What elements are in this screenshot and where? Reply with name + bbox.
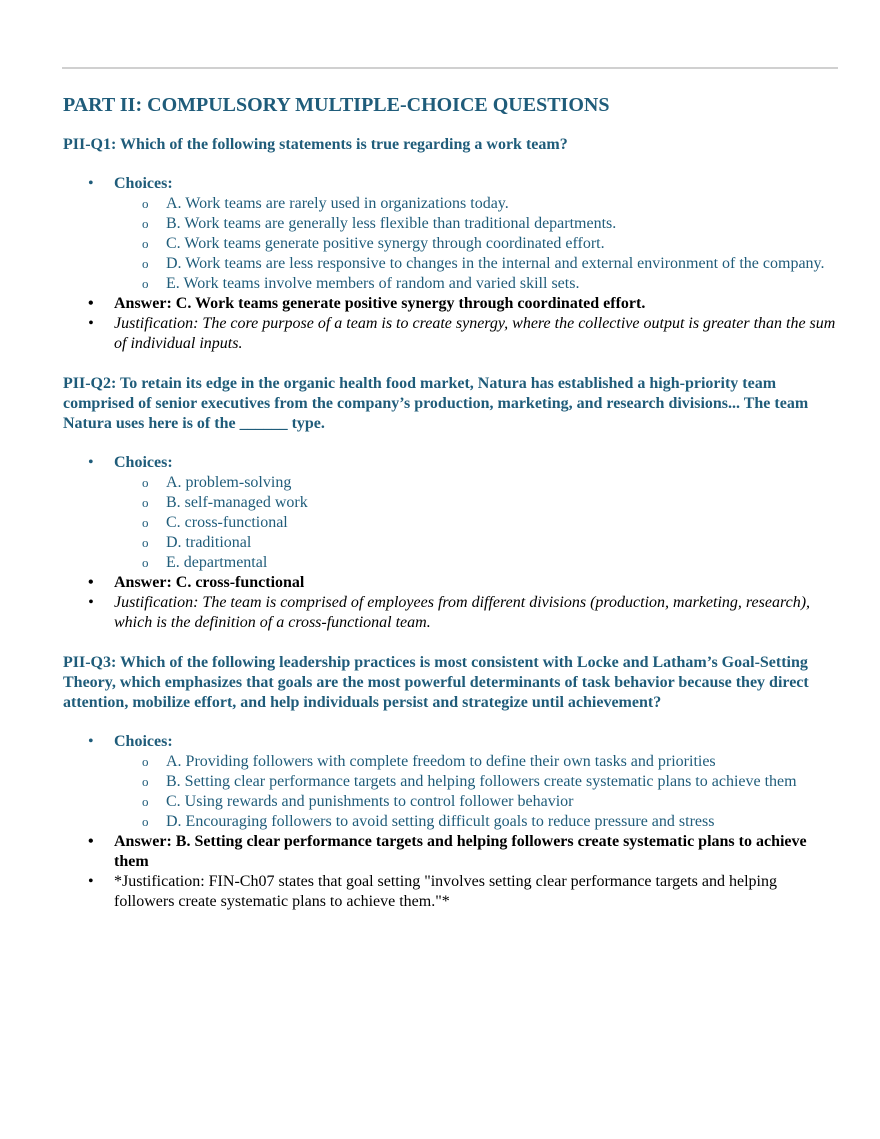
choices-label: Choices:	[114, 454, 173, 471]
justification-text: • Justification: The team is comprised of employees from different divisions (production, marketing, research), which is the definition of a cross-functional team.	[63, 593, 838, 633]
choice-option: o B. Work teams are generally less flexible than traditional departments.	[114, 214, 838, 234]
choice-option: o D. traditional	[114, 533, 838, 553]
question-2	[63, 374, 838, 633]
choice-option: o C. Work teams generate positive synergy through coordinated effort.	[114, 234, 838, 254]
choices-list	[114, 194, 838, 294]
question-heading: PII-Q1: Which of the following statements is true regarding a work team?	[63, 136, 568, 153]
question-bullets	[63, 732, 838, 912]
question-1	[63, 135, 838, 354]
answer-text: • Answer: C. Work teams generate positive synergy through coordinated effort.	[63, 294, 838, 314]
choice-option: o A. Work teams are rarely used in organizations today.	[114, 194, 838, 214]
choice-option: o A. problem-solving	[114, 473, 838, 493]
answer-text: • Answer: B. Setting clear performance targets and helping followers create systematic plans to achieve them	[63, 832, 838, 872]
horizontal-rule	[62, 67, 838, 69]
choices-list	[114, 752, 838, 832]
question-bullets	[63, 453, 838, 633]
choices-label: Choices:	[114, 175, 173, 192]
question-heading: PII-Q2: To retain its edge in the organic health food market, Natura has established a high-priority team comprised of senior executives from the company’s production, marketing, and research divisions... The team Natura uses here is of the ______ type.	[63, 375, 809, 432]
choice-option: o B. Setting clear performance targets and helping followers create systematic plans to achieve them	[114, 772, 838, 792]
choice-option: o C. cross-functional	[114, 513, 838, 533]
answer-text: • Answer: C. cross-functional	[63, 573, 838, 593]
question-heading: PII-Q3: Which of the following leadership practices is most consistent with Locke and Latham’s Goal-Setting Theory, which emphasizes that goals are the most powerful determinants of task behavior because they direct attention, mobilize effort, and help individuals persist and strategize until achievement?	[63, 654, 809, 711]
choices-item	[63, 174, 838, 294]
question-3	[63, 653, 838, 912]
justification-text: • *Justification: FIN-Ch07 states that goal setting "involves setting clear performance targets and helping followers create systematic plans to achieve them."*	[63, 872, 838, 912]
document-content	[63, 93, 838, 932]
question-bullets	[63, 174, 838, 354]
choice-option: o E. Work teams involve members of random and varied skill sets.	[114, 274, 838, 294]
choice-option: o D. Work teams are less responsive to changes in the internal and external environment of the company.	[114, 254, 838, 274]
choices-label: Choices:	[114, 733, 173, 750]
choice-option: o B. self-managed work	[114, 493, 838, 513]
choice-option: o E. departmental	[114, 553, 838, 573]
choices-item	[63, 453, 838, 573]
page-title: PART II: COMPULSORY MULTIPLE-CHOICE QUESTIONS	[63, 94, 610, 116]
choice-option: o C. Using rewards and punishments to control follower behavior	[114, 792, 838, 812]
choice-option: o D. Encouraging followers to avoid setting difficult goals to reduce pressure and stress	[114, 812, 838, 832]
choice-option: o A. Providing followers with complete freedom to define their own tasks and priorities	[114, 752, 838, 772]
choices-list	[114, 473, 838, 573]
choices-item	[63, 732, 838, 832]
justification-text: • Justification: The core purpose of a team is to create synergy, where the collective output is greater than the sum of individual inputs.	[63, 314, 838, 354]
